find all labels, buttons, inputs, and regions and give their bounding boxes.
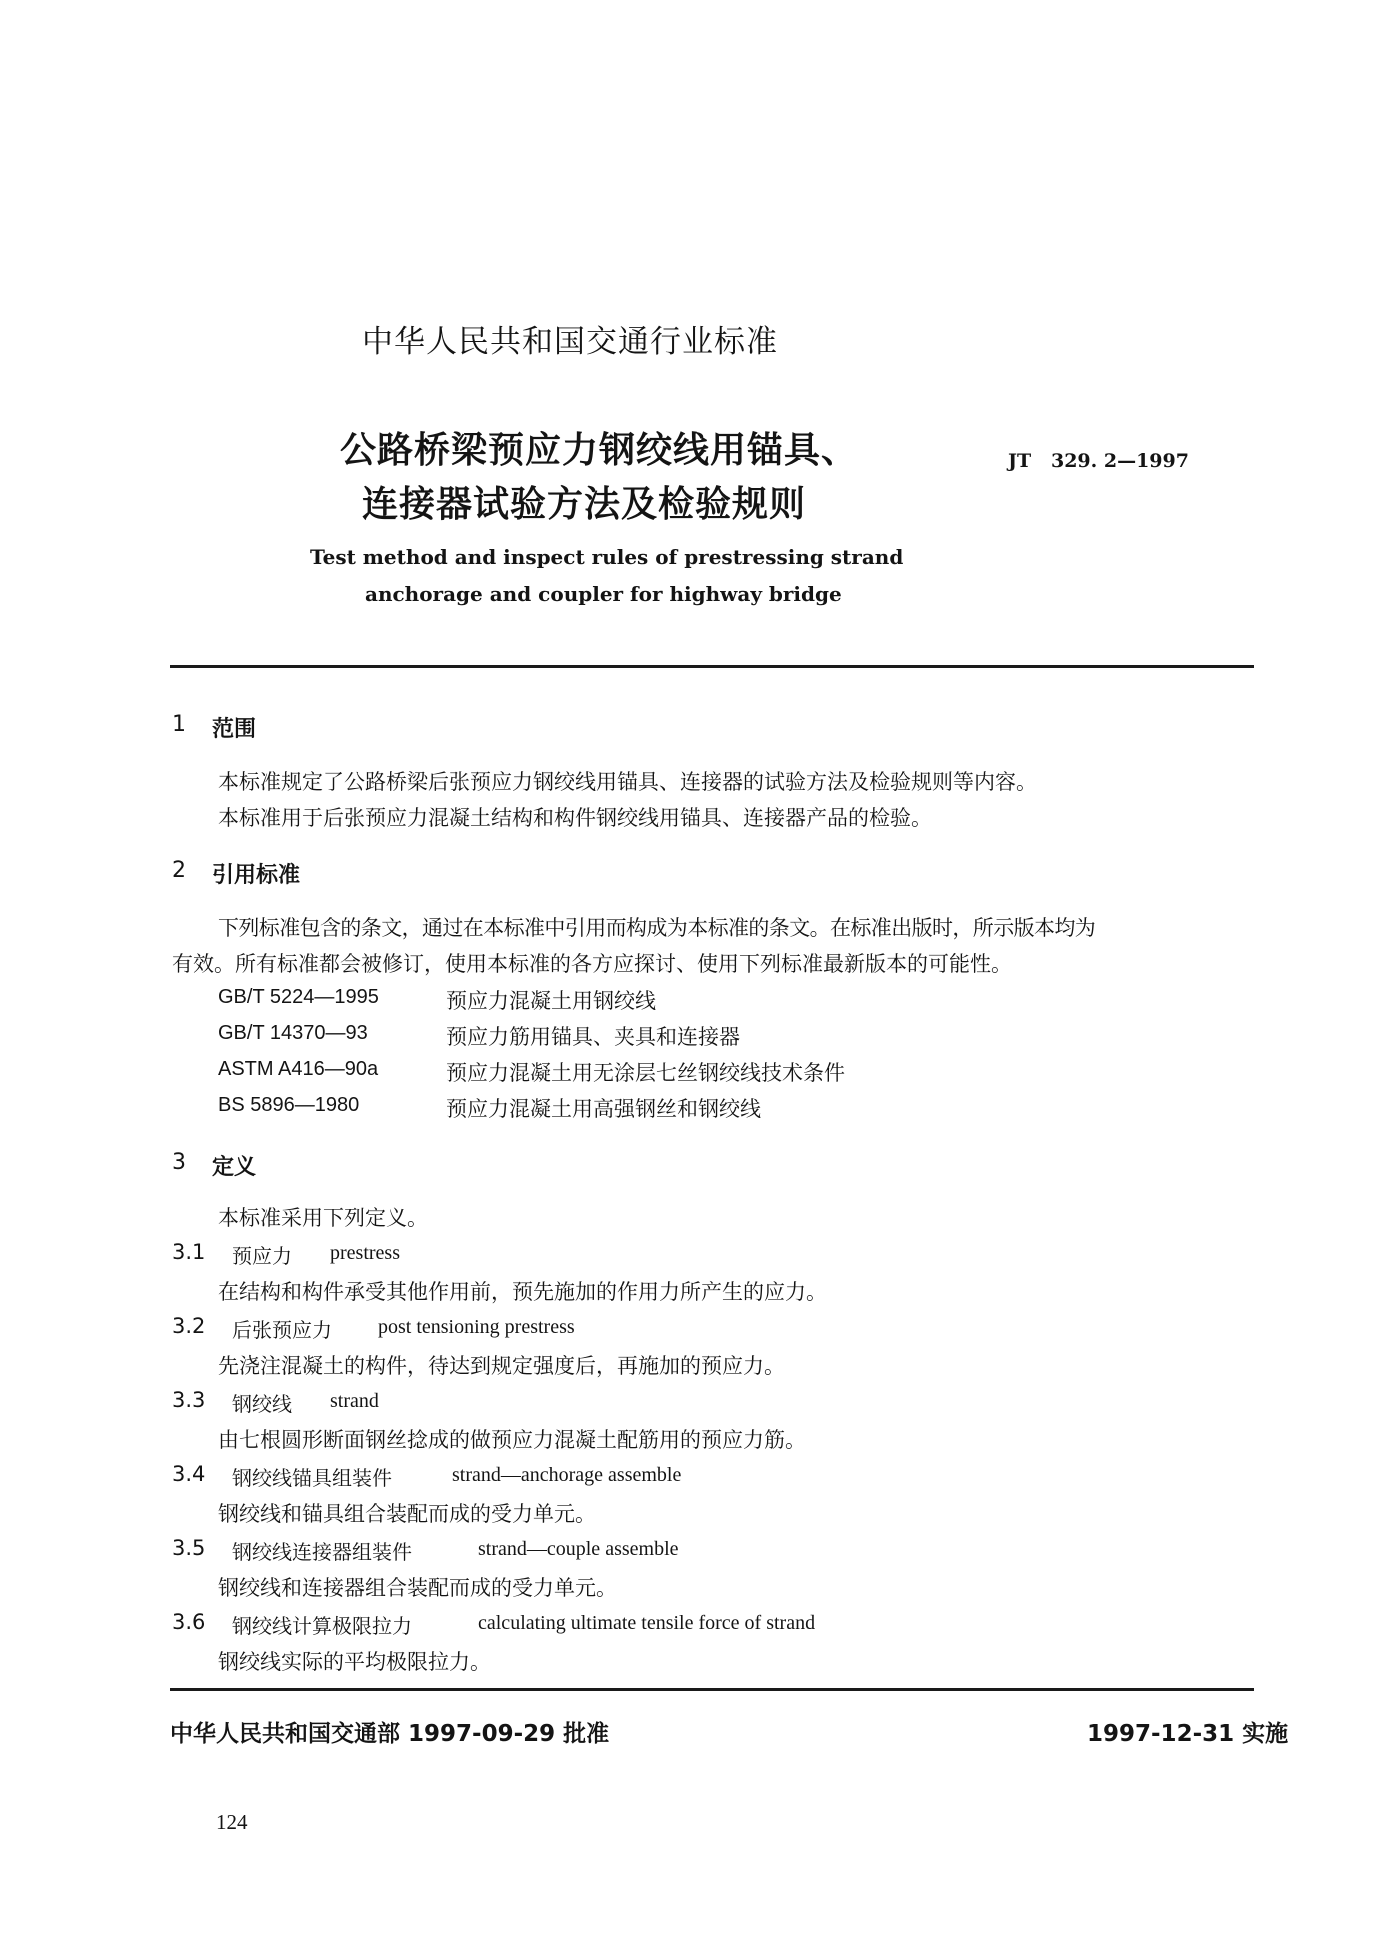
english-title-line2: anchorage and coupler for highway bridge xyxy=(365,582,842,606)
definition-description: 钢绞线实际的平均极限拉力。 xyxy=(218,1650,491,1674)
reference-title: 预应力混凝土用高强钢丝和钢绞线 xyxy=(446,1097,761,1121)
approval-info: 中华人民共和国交通部 1997-09-29 批准 xyxy=(170,1721,610,1747)
section1-title: 范围 xyxy=(212,717,257,742)
standard-code: JT 329. 2—1997 xyxy=(1008,450,1189,472)
definition-number: 3.5 xyxy=(172,1536,206,1560)
definition-number: 3.4 xyxy=(172,1462,206,1486)
definition-term-english: prestress xyxy=(330,1242,400,1264)
reference-title: 预应力混凝土用无涂层七丝钢绞线技术条件 xyxy=(446,1061,845,1085)
definition-description: 由七根圆形断面钢丝捻成的做预应力混凝土配筋用的预应力筋。 xyxy=(218,1428,806,1452)
definition-term-english: post tensioning prestress xyxy=(378,1316,575,1338)
header-divider xyxy=(170,665,1254,668)
reference-title: 预应力混凝土用钢绞线 xyxy=(446,989,656,1013)
definition-term-english: strand xyxy=(330,1390,379,1412)
section1-paragraph: 本标准规定了公路桥梁后张预应力钢绞线用锚具、连接器的试验方法及检验规则等内容。 xyxy=(218,770,1037,794)
section3-intro: 本标准采用下列定义。 xyxy=(218,1206,428,1230)
reference-title: 预应力筋用锚具、夹具和连接器 xyxy=(446,1025,740,1049)
definition-term: 钢绞线连接器组装件 xyxy=(232,1540,412,1564)
reference-code: GB/T 5224—1995 xyxy=(218,986,379,1008)
definition-description: 在结构和构件承受其他作用前，预先施加的作用力所产生的应力。 xyxy=(218,1280,827,1304)
document-title-line2: 连接器试验方法及检验规则 xyxy=(362,484,807,525)
definition-description: 钢绞线和锚具组合装配而成的受力单元。 xyxy=(218,1502,596,1526)
page-number: 124 xyxy=(216,1810,248,1834)
definition-description: 先浇注混凝土的构件，待达到规定强度后，再施加的预应力。 xyxy=(218,1354,785,1378)
section2-number: 2 xyxy=(172,858,186,883)
footer-divider xyxy=(170,1688,1254,1691)
reference-code: GB/T 14370—93 xyxy=(218,1022,368,1044)
definition-description: 钢绞线和连接器组合装配而成的受力单元。 xyxy=(218,1576,617,1600)
definition-number: 3.3 xyxy=(172,1388,206,1412)
section2-intro-line1: 下列标准包含的条文，通过在本标准中引用而构成为本标准的条文。在标准出版时，所示版本均为 xyxy=(218,916,1096,940)
section2-intro-line2: 有效。所有标准都会被修订，使用本标准的各方应探讨、使用下列标准最新版本的可能性。 xyxy=(172,952,1012,976)
definition-term: 钢绞线计算极限拉力 xyxy=(232,1614,412,1638)
definition-number: 3.1 xyxy=(172,1240,206,1264)
section1-number: 1 xyxy=(172,712,186,737)
reference-code: BS 5896—1980 xyxy=(218,1094,360,1116)
definition-number: 3.6 xyxy=(172,1610,206,1634)
document-title-line1: 公路桥梁预应力钢绞线用锚具、 xyxy=(340,430,859,471)
effective-date: 1997-12-31 实施 xyxy=(1087,1721,1289,1747)
english-title-line1: Test method and inspect rules of prestressing strand xyxy=(310,545,904,569)
definition-term-english: strand—anchorage assemble xyxy=(452,1464,682,1486)
definition-term: 预应力 xyxy=(232,1244,292,1268)
definition-term: 钢绞线锚具组装件 xyxy=(232,1466,392,1490)
section1-paragraph: 本标准用于后张预应力混凝土结构和构件钢绞线用锚具、连接器产品的检验。 xyxy=(218,806,932,830)
issuing-organization: 中华人民共和国交通行业标准 xyxy=(362,324,778,360)
definition-term-english: calculating ultimate tensile force of strand xyxy=(478,1612,816,1634)
definition-term: 钢绞线 xyxy=(232,1392,292,1416)
definition-term-english: strand—couple assemble xyxy=(478,1538,679,1560)
section3-title: 定义 xyxy=(212,1155,257,1180)
section2-title: 引用标准 xyxy=(212,863,301,888)
definition-number: 3.2 xyxy=(172,1314,206,1338)
reference-code: ASTM A416—90a xyxy=(218,1058,379,1080)
definition-term: 后张预应力 xyxy=(232,1318,332,1342)
section3-number: 3 xyxy=(172,1150,186,1175)
